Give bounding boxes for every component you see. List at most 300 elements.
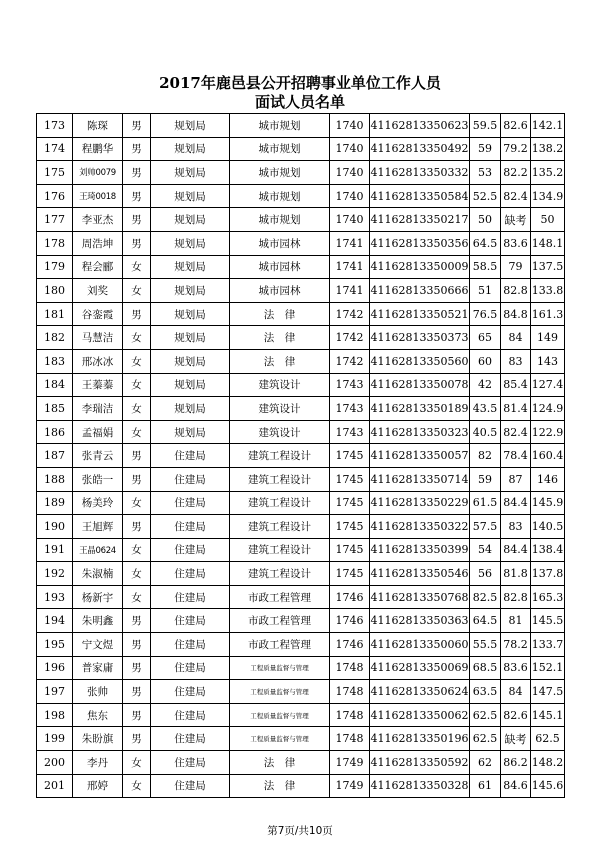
- position-code-cell: 1746: [330, 633, 370, 657]
- table-row: [37, 255, 565, 279]
- table-row: [37, 397, 565, 421]
- gender-cell: 男: [123, 208, 151, 232]
- table-row: [37, 515, 565, 539]
- table-row: [37, 491, 565, 515]
- seq-cell: 185: [37, 397, 73, 421]
- position-code-cell: 1745: [330, 491, 370, 515]
- total-score-cell: 145.5: [531, 609, 565, 633]
- seq-cell: 191: [37, 538, 73, 562]
- interview-score-cell: 缺考: [501, 208, 531, 232]
- written-score-cell: 59: [470, 467, 501, 491]
- total-score-cell: 145.9: [531, 491, 565, 515]
- exam-id-cell: 41162813350196: [370, 727, 470, 751]
- interview-score-cell: 81: [501, 609, 531, 633]
- position-cell: 工程质量监督与管理: [230, 703, 330, 727]
- name-cell: 陈琛: [73, 114, 123, 138]
- position-cell: 城市园林: [230, 231, 330, 255]
- position-cell: 工程质量监督与管理: [230, 656, 330, 680]
- name-cell: 朱淑楠: [73, 562, 123, 586]
- gender-cell: 男: [123, 184, 151, 208]
- exam-id-cell: 41162813350060: [370, 633, 470, 657]
- seq-cell: 180: [37, 279, 73, 303]
- written-score-cell: 62.5: [470, 703, 501, 727]
- unit-cell: 住建局: [151, 444, 230, 468]
- total-score-cell: 124.9: [531, 397, 565, 421]
- position-cell: 市政工程管理: [230, 585, 330, 609]
- total-score-cell: 148.2: [531, 751, 565, 775]
- gender-cell: 女: [123, 373, 151, 397]
- seq-cell: 175: [37, 161, 73, 185]
- seq-cell: 196: [37, 656, 73, 680]
- table-row: [37, 774, 565, 798]
- position-cell: 工程质量监督与管理: [230, 727, 330, 751]
- name-cell: 刘帅0079: [73, 161, 123, 185]
- position-code-cell: 1741: [330, 255, 370, 279]
- position-code-cell: 1741: [330, 279, 370, 303]
- exam-id-cell: 41162813350069: [370, 656, 470, 680]
- position-cell: 法 律: [230, 302, 330, 326]
- unit-cell: 住建局: [151, 774, 230, 798]
- unit-cell: 住建局: [151, 703, 230, 727]
- unit-cell: 住建局: [151, 467, 230, 491]
- page-title: 2017年鹿邑县公开招聘事业单位工作人员: [159, 74, 441, 92]
- unit-cell: 规划局: [151, 137, 230, 161]
- table-row: [37, 538, 565, 562]
- name-cell: 杨新宇: [73, 585, 123, 609]
- total-score-cell: 127.4: [531, 373, 565, 397]
- written-score-cell: 63.5: [470, 680, 501, 704]
- position-code-cell: 1745: [330, 444, 370, 468]
- position-code-cell: 1743: [330, 373, 370, 397]
- written-score-cell: 76.5: [470, 302, 501, 326]
- position-code-cell: 1740: [330, 161, 370, 185]
- exam-id-cell: 41162813350592: [370, 751, 470, 775]
- written-score-cell: 64.5: [470, 609, 501, 633]
- exam-id-cell: 41162813350666: [370, 279, 470, 303]
- unit-cell: 规划局: [151, 326, 230, 350]
- seq-cell: 193: [37, 585, 73, 609]
- seq-cell: 201: [37, 774, 73, 798]
- gender-cell: 女: [123, 585, 151, 609]
- seq-cell: 183: [37, 349, 73, 373]
- gender-cell: 女: [123, 397, 151, 421]
- gender-cell: 女: [123, 491, 151, 515]
- table-row: [37, 585, 565, 609]
- gender-cell: 男: [123, 161, 151, 185]
- position-code-cell: 1740: [330, 137, 370, 161]
- name-cell: 张帅: [73, 680, 123, 704]
- unit-cell: 规划局: [151, 255, 230, 279]
- total-score-cell: 143: [531, 349, 565, 373]
- seq-cell: 182: [37, 326, 73, 350]
- position-code-cell: 1748: [330, 703, 370, 727]
- position-cell: 法 律: [230, 751, 330, 775]
- exam-id-cell: 41162813350492: [370, 137, 470, 161]
- interview-score-cell: 82.6: [501, 703, 531, 727]
- table-row: [37, 208, 565, 232]
- gender-cell: 男: [123, 137, 151, 161]
- unit-cell: 住建局: [151, 656, 230, 680]
- written-score-cell: 59: [470, 137, 501, 161]
- position-cell: 城市规划: [230, 184, 330, 208]
- name-cell: 王旭辉: [73, 515, 123, 539]
- exam-id-cell: 41162813350323: [370, 420, 470, 444]
- total-score-cell: 160.4: [531, 444, 565, 468]
- table-row: [37, 326, 565, 350]
- seq-cell: 188: [37, 467, 73, 491]
- exam-id-cell: 41162813350373: [370, 326, 470, 350]
- name-cell: 王琦0018: [73, 184, 123, 208]
- table-row: [37, 680, 565, 704]
- position-cell: 市政工程管理: [230, 633, 330, 657]
- table-row: [37, 184, 565, 208]
- written-score-cell: 52.5: [470, 184, 501, 208]
- total-score-cell: 148.1: [531, 231, 565, 255]
- written-score-cell: 57.5: [470, 515, 501, 539]
- position-cell: 城市规划: [230, 137, 330, 161]
- interview-score-cell: 83: [501, 349, 531, 373]
- seq-cell: 178: [37, 231, 73, 255]
- position-code-cell: 1742: [330, 349, 370, 373]
- exam-id-cell: 41162813350623: [370, 114, 470, 138]
- position-code-cell: 1748: [330, 656, 370, 680]
- total-score-cell: 137.5: [531, 255, 565, 279]
- gender-cell: 男: [123, 231, 151, 255]
- candidate-table: [36, 113, 565, 798]
- table-row: [37, 751, 565, 775]
- unit-cell: 住建局: [151, 585, 230, 609]
- position-code-cell: 1748: [330, 680, 370, 704]
- total-score-cell: 145.1: [531, 703, 565, 727]
- position-code-cell: 1743: [330, 397, 370, 421]
- interview-score-cell: 78.2: [501, 633, 531, 657]
- position-cell: 建筑设计: [230, 420, 330, 444]
- written-score-cell: 61: [470, 774, 501, 798]
- gender-cell: 男: [123, 114, 151, 138]
- position-cell: 建筑设计: [230, 397, 330, 421]
- table-row: [37, 231, 565, 255]
- table-row: [37, 444, 565, 468]
- total-score-cell: 137.8: [531, 562, 565, 586]
- interview-score-cell: 82.6: [501, 114, 531, 138]
- gender-cell: 男: [123, 656, 151, 680]
- gender-cell: 男: [123, 467, 151, 491]
- seq-cell: 177: [37, 208, 73, 232]
- name-cell: 王蓁蓁: [73, 373, 123, 397]
- interview-score-cell: 84.4: [501, 538, 531, 562]
- table-row: [37, 562, 565, 586]
- total-score-cell: 140.5: [531, 515, 565, 539]
- name-cell: 张皓一: [73, 467, 123, 491]
- gender-cell: 男: [123, 703, 151, 727]
- position-code-cell: 1741: [330, 231, 370, 255]
- seq-cell: 179: [37, 255, 73, 279]
- written-score-cell: 82: [470, 444, 501, 468]
- unit-cell: 住建局: [151, 633, 230, 657]
- table-row: [37, 114, 565, 138]
- table-row: [37, 279, 565, 303]
- exam-id-cell: 41162813350363: [370, 609, 470, 633]
- gender-cell: 女: [123, 774, 151, 798]
- unit-cell: 住建局: [151, 680, 230, 704]
- written-score-cell: 68.5: [470, 656, 501, 680]
- total-score-cell: 133.7: [531, 633, 565, 657]
- unit-cell: 规划局: [151, 208, 230, 232]
- interview-score-cell: 85.4: [501, 373, 531, 397]
- written-score-cell: 40.5: [470, 420, 501, 444]
- written-score-cell: 55.5: [470, 633, 501, 657]
- total-score-cell: 165.3: [531, 585, 565, 609]
- interview-score-cell: 82.2: [501, 161, 531, 185]
- name-cell: 朱明鑫: [73, 609, 123, 633]
- unit-cell: 规划局: [151, 373, 230, 397]
- written-score-cell: 53: [470, 161, 501, 185]
- interview-score-cell: 82.8: [501, 585, 531, 609]
- seq-cell: 195: [37, 633, 73, 657]
- name-cell: 王晶0624: [73, 538, 123, 562]
- interview-score-cell: 84: [501, 326, 531, 350]
- position-cell: 法 律: [230, 326, 330, 350]
- gender-cell: 女: [123, 255, 151, 279]
- seq-cell: 186: [37, 420, 73, 444]
- exam-id-cell: 41162813350399: [370, 538, 470, 562]
- seq-cell: 192: [37, 562, 73, 586]
- position-code-cell: 1749: [330, 751, 370, 775]
- seq-cell: 184: [37, 373, 73, 397]
- total-score-cell: 138.2: [531, 137, 565, 161]
- table-row: [37, 420, 565, 444]
- exam-id-cell: 41162813350332: [370, 161, 470, 185]
- interview-score-cell: 83.6: [501, 231, 531, 255]
- position-cell: 城市园林: [230, 255, 330, 279]
- table-row: [37, 727, 565, 751]
- name-cell: 邢冰冰: [73, 349, 123, 373]
- total-score-cell: 149: [531, 326, 565, 350]
- table-row: [37, 656, 565, 680]
- exam-id-cell: 41162813350356: [370, 231, 470, 255]
- unit-cell: 规划局: [151, 279, 230, 303]
- total-score-cell: 152.1: [531, 656, 565, 680]
- name-cell: 朱盼旗: [73, 727, 123, 751]
- gender-cell: 男: [123, 680, 151, 704]
- table-row: [37, 609, 565, 633]
- exam-id-cell: 41162813350560: [370, 349, 470, 373]
- position-cell: 法 律: [230, 774, 330, 798]
- interview-score-cell: 79.2: [501, 137, 531, 161]
- gender-cell: 女: [123, 326, 151, 350]
- interview-score-cell: 78.4: [501, 444, 531, 468]
- position-cell: 建筑工程设计: [230, 491, 330, 515]
- interview-score-cell: 缺考: [501, 727, 531, 751]
- written-score-cell: 59.5: [470, 114, 501, 138]
- name-cell: 宁文煜: [73, 633, 123, 657]
- position-code-cell: 1740: [330, 184, 370, 208]
- unit-cell: 规划局: [151, 349, 230, 373]
- unit-cell: 住建局: [151, 515, 230, 539]
- interview-score-cell: 84.6: [501, 774, 531, 798]
- written-score-cell: 60: [470, 349, 501, 373]
- unit-cell: 住建局: [151, 538, 230, 562]
- table-row: [37, 703, 565, 727]
- total-score-cell: 135.2: [531, 161, 565, 185]
- seq-cell: 197: [37, 680, 73, 704]
- position-code-cell: 1746: [330, 585, 370, 609]
- name-cell: 刘奖: [73, 279, 123, 303]
- name-cell: 马慧洁: [73, 326, 123, 350]
- exam-id-cell: 41162813350189: [370, 397, 470, 421]
- name-cell: 李丹: [73, 751, 123, 775]
- total-score-cell: 146: [531, 467, 565, 491]
- position-cell: 城市规划: [230, 114, 330, 138]
- name-cell: 普家庸: [73, 656, 123, 680]
- gender-cell: 男: [123, 444, 151, 468]
- exam-id-cell: 41162813350229: [370, 491, 470, 515]
- written-score-cell: 56: [470, 562, 501, 586]
- name-cell: 李瑞洁: [73, 397, 123, 421]
- written-score-cell: 51: [470, 279, 501, 303]
- seq-cell: 173: [37, 114, 73, 138]
- gender-cell: 男: [123, 302, 151, 326]
- total-score-cell: 133.8: [531, 279, 565, 303]
- position-code-cell: 1745: [330, 538, 370, 562]
- total-score-cell: 138.4: [531, 538, 565, 562]
- written-score-cell: 64.5: [470, 231, 501, 255]
- written-score-cell: 82.5: [470, 585, 501, 609]
- exam-id-cell: 41162813350009: [370, 255, 470, 279]
- unit-cell: 住建局: [151, 751, 230, 775]
- seq-cell: 199: [37, 727, 73, 751]
- interview-score-cell: 84.4: [501, 491, 531, 515]
- seq-cell: 176: [37, 184, 73, 208]
- page-subtitle: 面试人员名单: [254, 93, 345, 111]
- interview-score-cell: 86.2: [501, 751, 531, 775]
- table-row: [37, 373, 565, 397]
- written-score-cell: 62: [470, 751, 501, 775]
- gender-cell: 女: [123, 349, 151, 373]
- unit-cell: 规划局: [151, 420, 230, 444]
- position-code-cell: 1749: [330, 774, 370, 798]
- position-cell: 建筑工程设计: [230, 515, 330, 539]
- gender-cell: 女: [123, 538, 151, 562]
- position-cell: 城市规划: [230, 208, 330, 232]
- unit-cell: 规划局: [151, 114, 230, 138]
- exam-id-cell: 41162813350584: [370, 184, 470, 208]
- name-cell: 焦东: [73, 703, 123, 727]
- position-cell: 工程质量监督与管理: [230, 680, 330, 704]
- position-code-cell: 1740: [330, 114, 370, 138]
- written-score-cell: 65: [470, 326, 501, 350]
- written-score-cell: 42: [470, 373, 501, 397]
- exam-id-cell: 41162813350062: [370, 703, 470, 727]
- position-cell: 建筑工程设计: [230, 562, 330, 586]
- name-cell: 杨美玲: [73, 491, 123, 515]
- seq-cell: 189: [37, 491, 73, 515]
- total-score-cell: 62.5: [531, 727, 565, 751]
- gender-cell: 女: [123, 279, 151, 303]
- position-cell: 建筑工程设计: [230, 538, 330, 562]
- total-score-cell: 122.9: [531, 420, 565, 444]
- table-row: [37, 302, 565, 326]
- position-cell: 建筑工程设计: [230, 467, 330, 491]
- seq-cell: 181: [37, 302, 73, 326]
- position-code-cell: 1748: [330, 727, 370, 751]
- seq-cell: 194: [37, 609, 73, 633]
- seq-cell: 198: [37, 703, 73, 727]
- name-cell: 周浩坤: [73, 231, 123, 255]
- total-score-cell: 50: [531, 208, 565, 232]
- table-row: [37, 349, 565, 373]
- seq-cell: 190: [37, 515, 73, 539]
- exam-id-cell: 41162813350217: [370, 208, 470, 232]
- total-score-cell: 147.5: [531, 680, 565, 704]
- position-cell: 建筑设计: [230, 373, 330, 397]
- position-code-cell: 1745: [330, 515, 370, 539]
- unit-cell: 规划局: [151, 302, 230, 326]
- name-cell: 程会郦: [73, 255, 123, 279]
- name-cell: 谷銮霞: [73, 302, 123, 326]
- exam-id-cell: 41162813350078: [370, 373, 470, 397]
- written-score-cell: 62.5: [470, 727, 501, 751]
- exam-id-cell: 41162813350057: [370, 444, 470, 468]
- exam-id-cell: 41162813350768: [370, 585, 470, 609]
- unit-cell: 住建局: [151, 491, 230, 515]
- position-code-cell: 1742: [330, 326, 370, 350]
- page-number: 第7页/共10页: [267, 825, 333, 837]
- exam-id-cell: 41162813350521: [370, 302, 470, 326]
- interview-score-cell: 83: [501, 515, 531, 539]
- total-score-cell: 161.3: [531, 302, 565, 326]
- interview-score-cell: 82.4: [501, 420, 531, 444]
- position-code-cell: 1745: [330, 467, 370, 491]
- gender-cell: 男: [123, 515, 151, 539]
- position-code-cell: 1742: [330, 302, 370, 326]
- unit-cell: 住建局: [151, 562, 230, 586]
- written-score-cell: 43.5: [470, 397, 501, 421]
- exam-id-cell: 41162813350714: [370, 467, 470, 491]
- position-code-cell: 1746: [330, 609, 370, 633]
- gender-cell: 女: [123, 420, 151, 444]
- interview-score-cell: 82.4: [501, 184, 531, 208]
- interview-score-cell: 83.6: [501, 656, 531, 680]
- position-code-cell: 1740: [330, 208, 370, 232]
- position-code-cell: 1745: [330, 562, 370, 586]
- total-score-cell: 142.1: [531, 114, 565, 138]
- total-score-cell: 134.9: [531, 184, 565, 208]
- name-cell: 邢婷: [73, 774, 123, 798]
- unit-cell: 住建局: [151, 609, 230, 633]
- gender-cell: 男: [123, 727, 151, 751]
- unit-cell: 住建局: [151, 727, 230, 751]
- exam-id-cell: 41162813350322: [370, 515, 470, 539]
- name-cell: 孟福娟: [73, 420, 123, 444]
- gender-cell: 男: [123, 633, 151, 657]
- seq-cell: 174: [37, 137, 73, 161]
- unit-cell: 规划局: [151, 161, 230, 185]
- table-row: [37, 633, 565, 657]
- written-score-cell: 50: [470, 208, 501, 232]
- position-code-cell: 1743: [330, 420, 370, 444]
- name-cell: 张青云: [73, 444, 123, 468]
- table-row: [37, 137, 565, 161]
- written-score-cell: 54: [470, 538, 501, 562]
- interview-score-cell: 81.8: [501, 562, 531, 586]
- gender-cell: 男: [123, 609, 151, 633]
- interview-score-cell: 81.4: [501, 397, 531, 421]
- unit-cell: 规划局: [151, 231, 230, 255]
- table-row: [37, 161, 565, 185]
- name-cell: 李亚杰: [73, 208, 123, 232]
- exam-id-cell: 41162813350546: [370, 562, 470, 586]
